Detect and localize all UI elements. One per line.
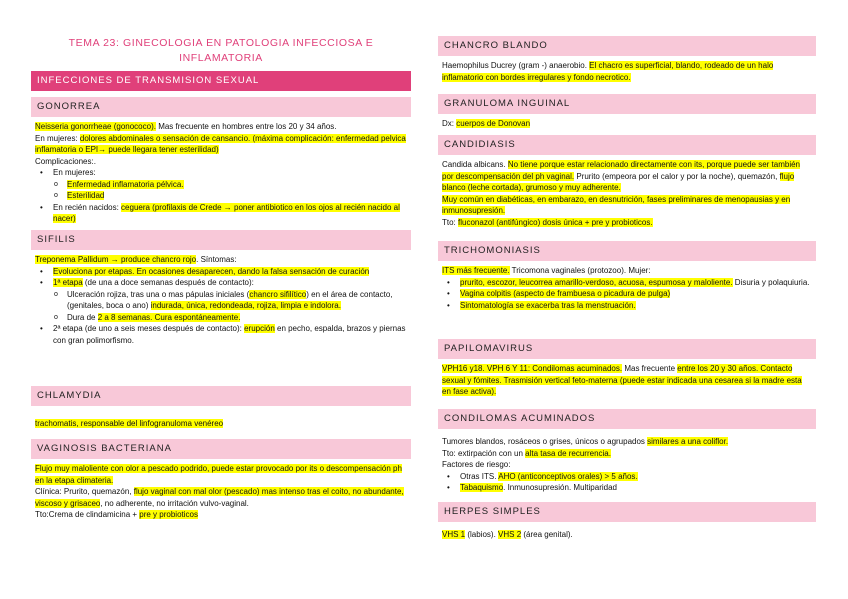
gonorrea-line-1: Neisseria gonorrheae (gonococo). Mas frecuente en hombres entre los 20 y 34 años. <box>35 122 337 131</box>
tricomoniasis-line-1: ITS más frecuente. Tricomona vaginales (protozoo). Mujer: <box>442 266 651 275</box>
list-item: • En recién nacidos: ceguera (profilaxis de Crede → poner antibiotico en los ojos al recién nacido al nacer) <box>53 202 407 225</box>
section-header-vaginosis: VAGINOSIS BACTERIANA <box>31 439 411 459</box>
granuloma-body <box>438 114 816 135</box>
section-header-gonorrea: GONORREA <box>31 97 411 117</box>
list-item: • Otras ITS. AHO (anticonceptivos orales) > 5 años. <box>460 471 812 483</box>
section-header-its: INFECCIONES DE TRANSMISION SEXUAL <box>31 71 411 91</box>
section-header-granuloma: GRANULOMA INGUINAL <box>438 94 816 114</box>
sifilis-list-2 <box>35 323 407 346</box>
gonorrea-list-2 <box>35 202 407 225</box>
granuloma-line-1: Dx: cuerpos de Donovan <box>442 119 531 128</box>
candidiasis-line-2: Muy común en diabéticas, en embarazo, en desnutrición, fases preliminares de menopausias y en inmunosupresión. <box>442 194 791 215</box>
vaginosis-line-3: Tto:Crema de clindamicina + pre y probioticos <box>35 510 198 519</box>
list-item: o Ulceración rojiza, tras una o mas pápulas iniciales (chancro sifilítico) en el área de contacto, (genitales, boca o ano) indurada, única, redondeada, rojiza, limpia e indolora. <box>67 289 407 312</box>
list-item: • Tabaquismo. Inmunosupresión. Multiparidad <box>460 482 812 494</box>
candidiasis-body <box>438 155 816 241</box>
section-header-tricomoniasis: TRICHOMONIASIS <box>438 241 816 261</box>
vaginosis-body <box>31 459 411 527</box>
list-item: • Vagina colpitis (aspecto de frambuesa o picadura de pulga) <box>460 288 812 300</box>
section-header-sifilis: SIFILIS <box>31 230 411 250</box>
tricomoniasis-body <box>438 261 816 339</box>
left-column <box>31 0 411 527</box>
candidiasis-line-3: Tto: fluconazol (antifúngico) dosis única + pre y probioticos. <box>442 217 653 227</box>
list-item: • prurito, escozor, leucorrea amarillo-verdoso, acuosa, espumosa y maloliente. Disuria y polaquiuria. <box>460 277 812 289</box>
list-item: • Sintomatología se exacerba tras la menstruación. <box>460 300 812 312</box>
chlamydia-line-1: trachomatis, responsable del linfogranuloma venéreo <box>35 419 224 428</box>
papilomavirus-line-1: VPH16 y18. VPH 6 Y 11: Condilomas acuminados. Mas frecuente entre los 20 y 30 años. Contacto sexual y fómites. Trasmisión vertical feto-materna (puede estar indicada una cesarea si la madre esta en fase activa). <box>442 364 802 396</box>
right-column <box>438 0 816 547</box>
sifilis-body <box>31 250 411 386</box>
condilomas-body <box>438 429 816 502</box>
list-item: • 2ª etapa (de uno a seis meses después de contacto): erupción en pecho, espalda, brazos y piernas con gran polimorfismo. <box>53 323 407 346</box>
gonorrea-line-2: En mujeres: dolores abdominales o sensación de cansancio. (máxima complicación: enfermedad pelvica inflamatoria o EPI→ puede llegara tener esterilidad) <box>35 133 406 154</box>
chancro-line-1: Haemophilus Ducrey (gram -) anaerobio. El chacro es superficial, blando, rodeado de un halo inflamatorio con bordes irregulares y fondo necrotico. <box>442 61 774 82</box>
list-item: o Dura de 2 a 8 semanas. Cura espontáneamente. <box>67 312 407 324</box>
section-header-candidiasis: CANDIDIASIS <box>438 135 816 155</box>
section-header-chancro: CHANCRO BLANDO <box>438 36 816 56</box>
herpes-line-1: VHS 1 (labios). VHS 2 (área genital). <box>442 530 573 539</box>
gonorrea-body <box>31 117 411 230</box>
list-item: o Enfermedad inflamatoria pélvica. <box>67 179 407 191</box>
sifilis-list <box>35 266 407 289</box>
condilomas-line-1: Tumores blandos, rosáceos o grises, únicos o agrupados similares a una coliflor. <box>442 437 729 446</box>
list-item: • Evoluciona por etapas. En ocasiones desaparecen, dando la falsa sensación de curación <box>53 266 407 278</box>
tricomoniasis-list <box>442 277 812 312</box>
sifilis-sublist <box>35 289 407 324</box>
chancro-body <box>438 56 816 94</box>
condilomas-line-2: Tto: extirpación con un alta tasa de recurrencia. <box>442 448 611 458</box>
list-item: o Esterilidad <box>67 190 407 202</box>
gonorrea-sublist <box>35 179 407 202</box>
page-title: TEMA 23: GINECOLOGIA EN PATOLOGIA INFECCIOSA E INFLAMATORIA <box>68 37 374 64</box>
section-header-condilomas: CONDILOMAS ACUMINADOS <box>438 409 816 429</box>
section-header-papilomavirus: PAPILOMAVIRUS <box>438 339 816 359</box>
list-item: • 1ª etapa (de una a doce semanas después de contacto): <box>53 277 407 289</box>
condilomas-line-3: Factores de riesgo: <box>442 460 511 469</box>
section-header-herpes: HERPES SIMPLES <box>438 502 816 522</box>
vaginosis-line-1: Flujo muy maloliente con olor a pescado podrido, puede estar provocado por its o descompensación ph en la etapa climateria. <box>35 464 402 485</box>
section-header-chlamydia: CHLAMYDIA <box>31 386 411 406</box>
gonorrea-line-3: Complicaciones:. <box>35 156 96 166</box>
condilomas-list <box>442 471 812 494</box>
gonorrea-list <box>35 167 407 179</box>
candidiasis-line-1: Candida albicans. No tiene porque estar relacionado directamente con its, porque puede ser también por descompensación del ph vaginal. Prurito (empeora por el calor y por la noche), quemazón, flujo blanco (leche cortada), grumoso y muy adherente. <box>442 160 801 192</box>
chlamydia-body <box>31 406 411 439</box>
sifilis-line-1: Treponema Pallidum → produce chancro rojo. Síntomas: <box>35 255 237 264</box>
herpes-body <box>438 522 816 547</box>
vaginosis-line-2: Clínica: Prurito, quemazón, flujo vaginal con mal olor (pescado) mas intenso tras el coito, no abundante, viscoso y grisaceo, no adherente, no irritación vulvo-vaginal. <box>35 487 404 508</box>
papilomavirus-body <box>438 359 816 409</box>
list-item: • En mujeres: <box>53 167 407 179</box>
